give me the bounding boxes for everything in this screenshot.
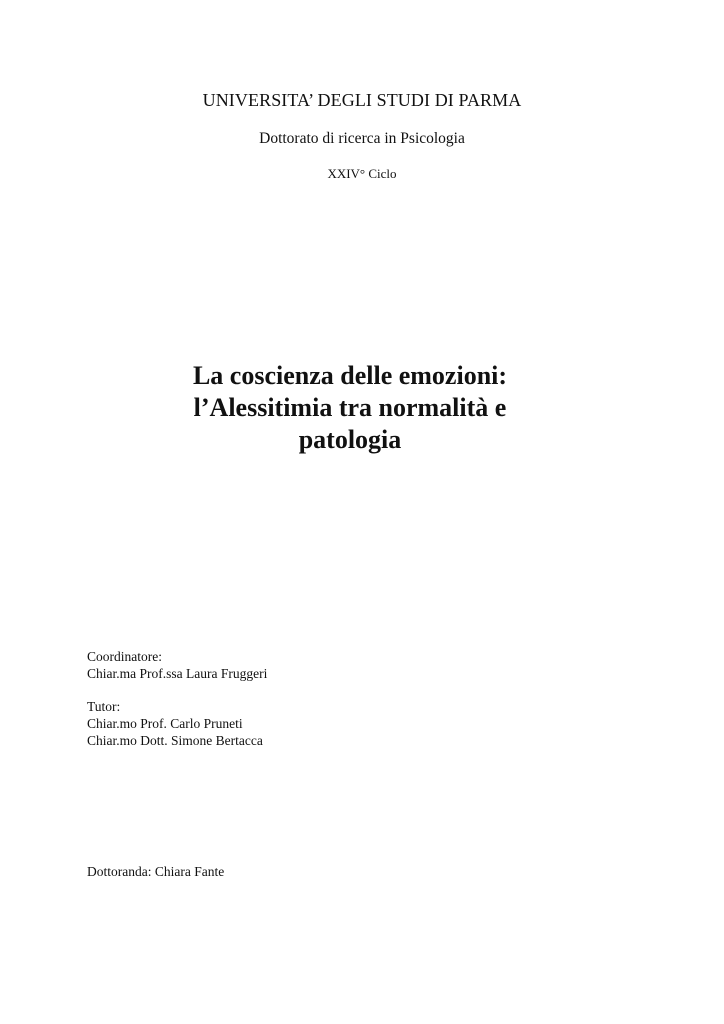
thesis-title [150, 360, 550, 456]
candidate-block [87, 863, 224, 880]
doctorate-cycle: XXIV° Ciclo [327, 166, 397, 181]
tutor-name-1: Chiar.mo Prof. Carlo Pruneti [87, 716, 243, 731]
doctorate-program: Dottorato di ricerca in Psicologia [259, 130, 465, 147]
thesis-title-line-2: l’Alessitimia tra normalità e [193, 393, 507, 422]
thesis-title-line-3: patologia [298, 425, 402, 454]
coordinator-name: Chiar.ma Prof.ssa Laura Fruggeri [87, 666, 268, 681]
tutor-name-2: Chiar.mo Dott. Simone Bertacca [87, 733, 263, 748]
university-name: UNIVERSITA’ DEGLI STUDI DI PARMA [202, 90, 522, 110]
coordinator-block [87, 648, 267, 682]
coordinator-label: Coordinatore: [87, 649, 162, 664]
candidate-name: Dottoranda: Chiara Fante [87, 864, 225, 879]
tutor-block [87, 698, 263, 749]
tutor-label: Tutor: [87, 699, 121, 714]
thesis-title-line-1: La coscienza delle emozioni: [192, 361, 508, 390]
